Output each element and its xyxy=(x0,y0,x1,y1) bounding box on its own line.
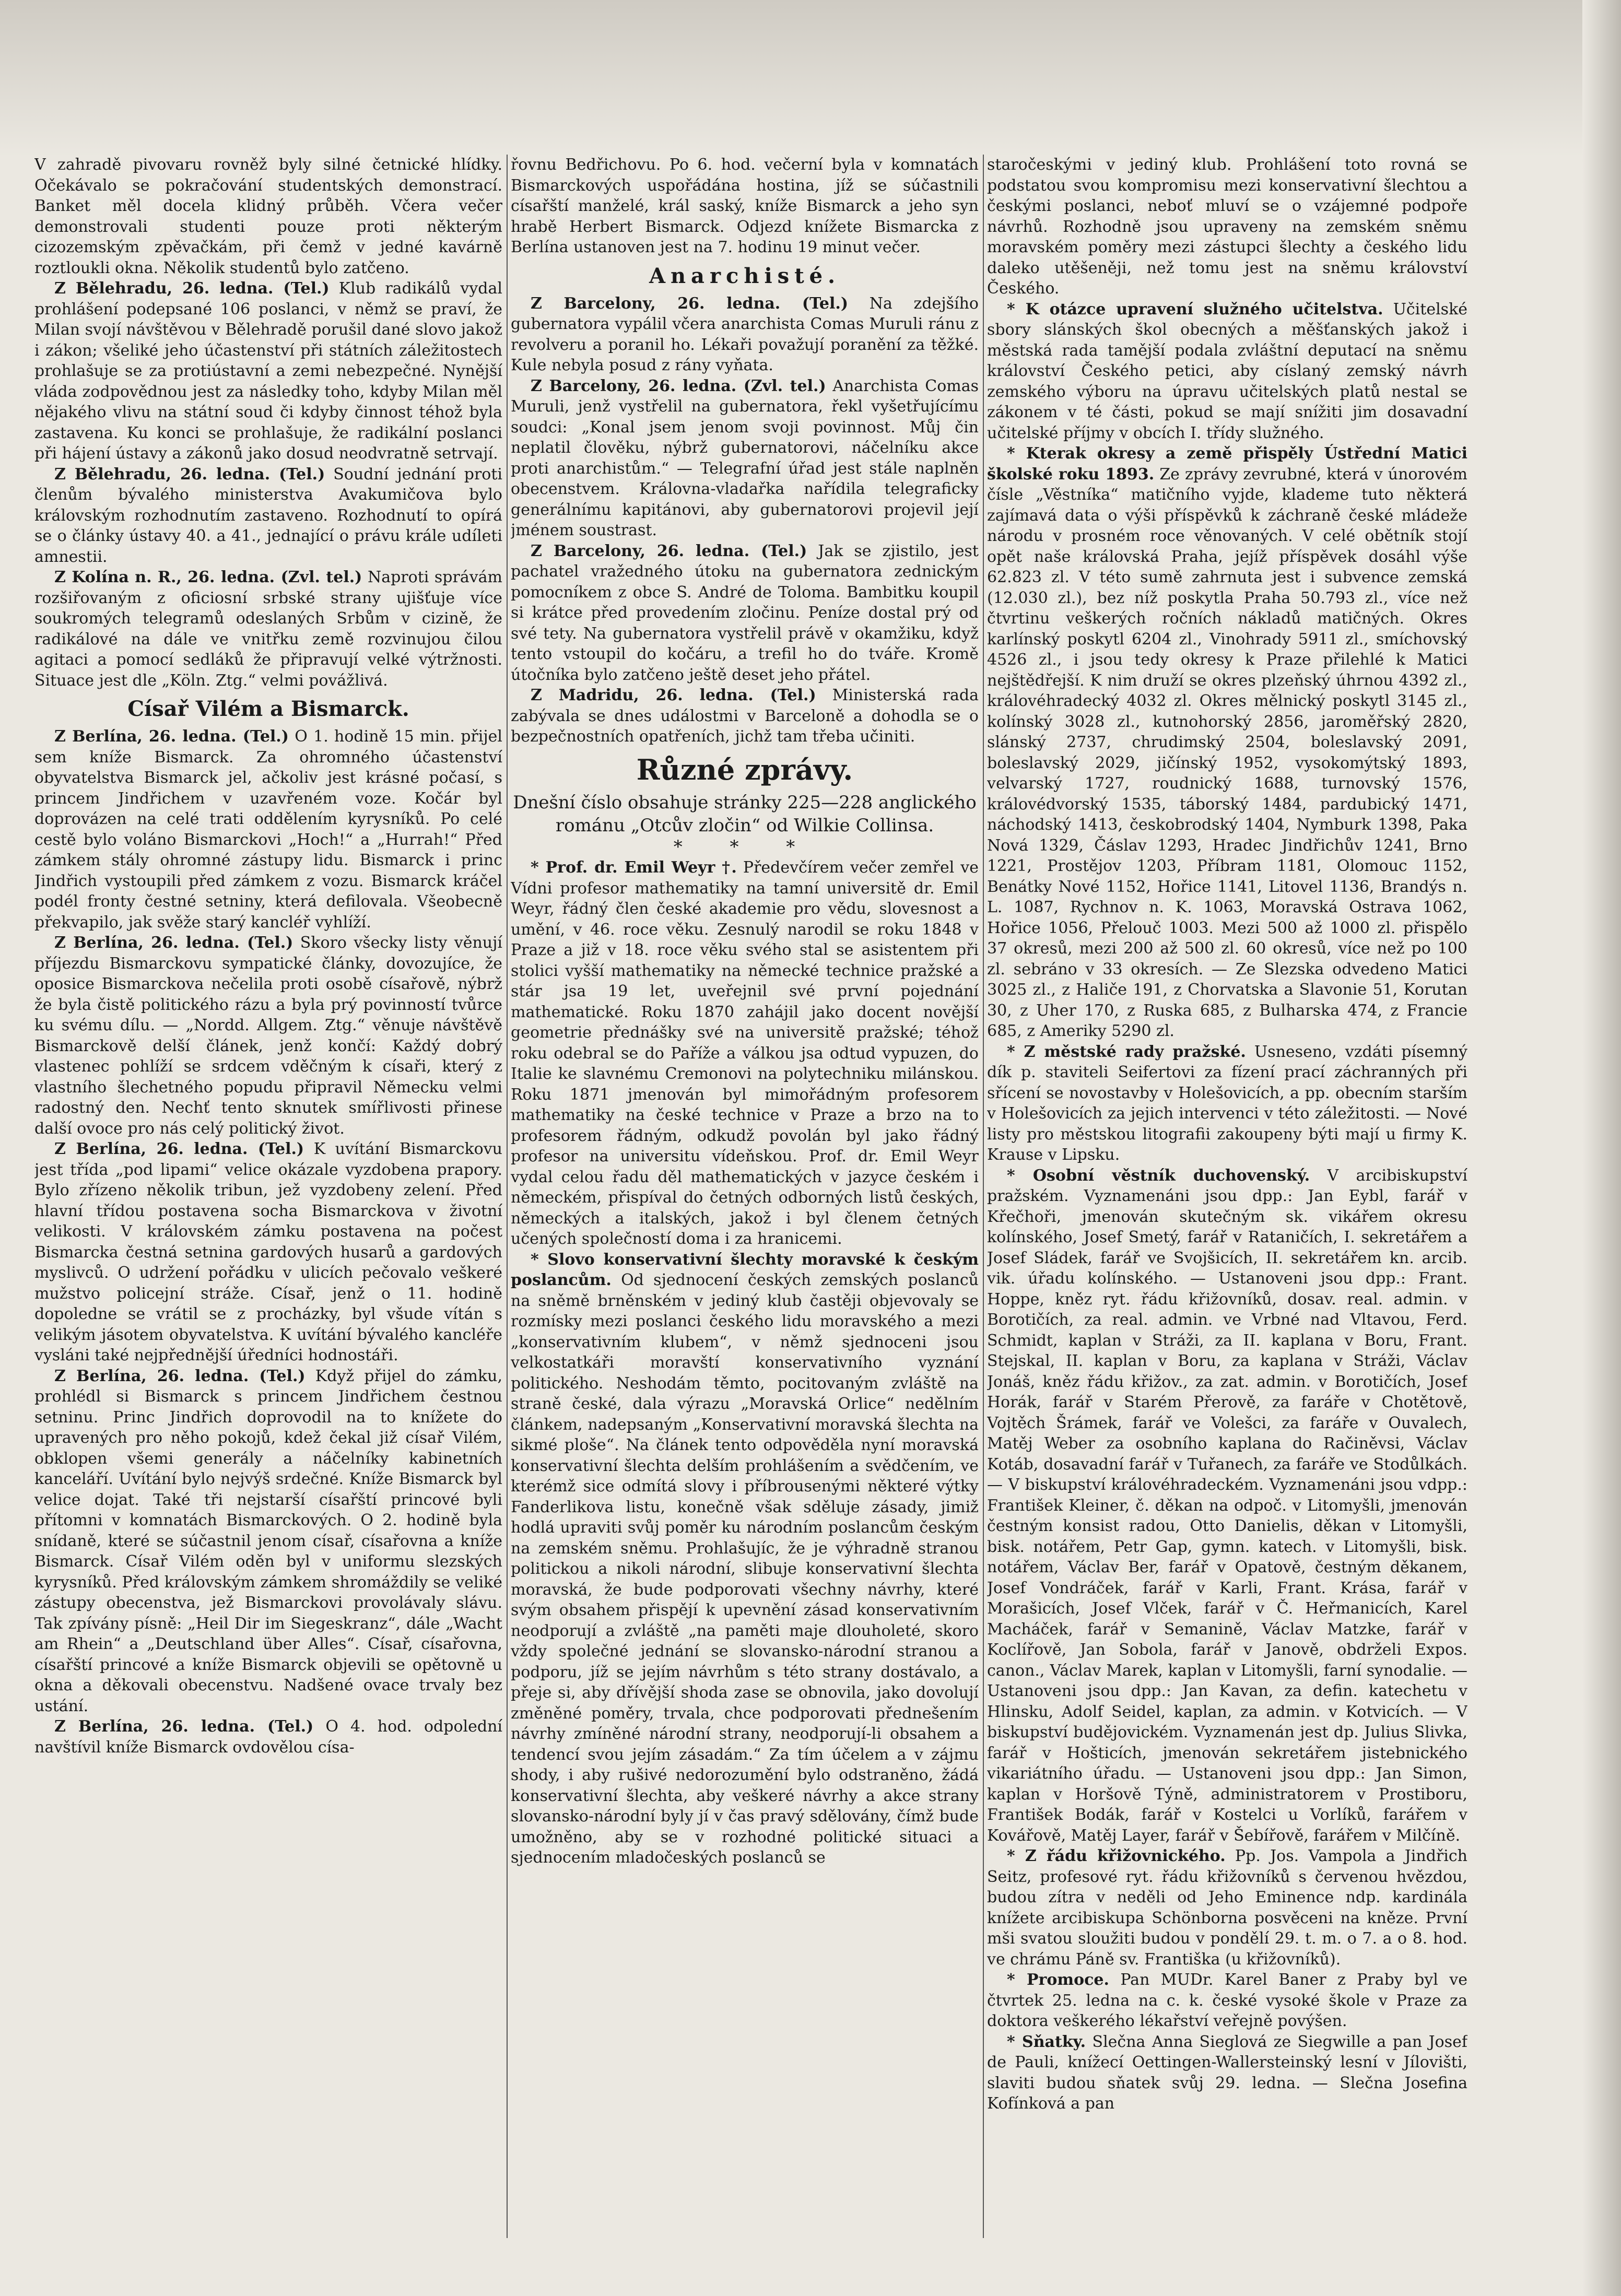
dateline: Z Bělehradu, 26. ledna. (Tel.) xyxy=(54,465,325,484)
article-text: O 4. hod. odpolední navštívil kníže Bismarck ovdovělou císa- xyxy=(34,1717,502,1757)
column-2 xyxy=(511,155,979,2238)
dateline: Z Berlína, 26. ledna. (Tel.) xyxy=(54,727,289,746)
dateline: Z Barcelony, 26. ledna. (Zvl. tel.) xyxy=(531,376,826,395)
section-heading: Anarchisté. xyxy=(649,263,841,288)
article-text: Jak se zjistilo, jest pachatel vražedného útoku na gubernatora zednickým pomocníkem z obce S. André de Toloma. Bambitku koupil si krátce před provedením zločinu. Peníze dostal prý od své tety. Na gubernatora vystřelil právě v okamžiku, když tento vstoupil do kočáru, a trefil ho do tváře. Kromě útočníka bylo zatčeno ještě deset jeho přátel. xyxy=(511,541,979,684)
dateline: * Z řádu křižovnického. xyxy=(1007,1847,1226,1865)
article-text: Soudní jednání proti členům bývalého ministerstva Avakumičova bylo královským rozhodnutím zastaveno. Rozhodnutí to opírá se o články ústavy 40. a 41., jednající o právu krále udíleti amnestii. xyxy=(34,465,502,566)
dateline: Z Bělehradu, 26. ledna. (Tel.) xyxy=(54,279,330,298)
article-text: Usneseno, vzdáti písemný dík p. staviteli Seifertovi za fízení prací záchranných při sřícení se novostavby v Holešovicích, a pp. obecním starším v Holešovicích za jejich intervenci v této záležitosti. — Nové listy pro městskou litografii zakoupeny býti mají u firmy K. Krause v Lipsku. xyxy=(987,1042,1467,1164)
article-text: Předevčírem večer zemřel ve Vídni profesor mathematiky na tamní universitě dr. Emil Weyr, řádný člen české akademie pro vědu, slovesnost a umění, v 46. roce věku. Zesnulý narodil se roku 1848 v Praze a již v 18. roce věku svého stal se asistentem při stolici vyšší mathematiky na německé technice pražské a stár jsa 19 let, uveřejnil své první pojednání mathematické. Roku 1870 zahájil jako docent novější geometrie přednášky své na universitě pražské; téhož roku odebral se do Paříže a válkou jsa odtud vypuzen, do Italie ke slavnému Cremonovi na polytechniku milánskou. Roku 1871 jmenován byl mimořádným profesorem mathematiky na české technice v Praze a brzo na to profesorem řádným, odkudž povolán byl jako řádný profesor na universitu vídeňskou. Prof. dr. Emil Weyr vydal celou řadu děl mathematických v jazyce českém i německém, přispíval do četných odborných listů českých, německých a italských, jakož i byl členem četných učených společností doma i za hranicemi. xyxy=(511,858,979,1248)
article-text: Učitelské sbory slánských škol obecných a měšťanských jakož i městská rada tamější podala zvláštní deputací na sněmu království Českého petici, aby císlaný zemský návrh zemského výboru na úpravu učitelských platů nestal se zákonem v té části, pokud se mají snížiti jim dosavadní učitelské příjmy v obcích I. třídy služného. xyxy=(987,300,1467,442)
column-divider xyxy=(983,155,984,2238)
article-text: Klub radikálů vydal prohlášení podepsané 106 poslanci, v němž se praví, že Milan svojí návštěvou v Bělehradě porušil dané slovo jakož i zákon; všeliké jeho účastenství při státních záležitostech prohlašuje se za protiústavní a zemi nebezpečné. Nynější vláda zodpovědnou jest za následky toho, kdyby Milan měl nějakého vlivu na státní soud či kdyby činnost téhož byla zastavena. Ku konci se prohlašuje, že radikální poslanci při hájení ústavy a zákonů jako dosud neodvratně setrvají. xyxy=(34,279,502,463)
article-text: Pan MUDr. Karel Baner z Praby byl ve čtvrtek 25. ledna na c. k. české vysoké škole v Praze za doktora veškerého lékařství veřejně povýšen. xyxy=(987,1971,1467,2030)
article-text: Na zdejšího gubernatora vypálil včera anarchista Comas Muruli ránu z revolveru a poranil ho. Lékaři považují poranění za těžké. Kule nebyla posud z rány vyňata. xyxy=(511,294,979,374)
article-text: Anarchista Comas Muruli, jenž vystřelil na gubernatora, řekl vyšetřujícímu soudci: „Konal jsem jenom svoji povinnost. Můj čin neplatil člověku, nýbrž gubernatorovi, náčelníku akce proti anarchistům.“ — Telegrafní úřad jest stále naplněn obecenstvem. Královna-vladařka nařídila telegraficky generálnímu kapitánovi, aby gubernatorovi projevil její jménem soustrast. xyxy=(511,376,979,539)
article-paragraph xyxy=(34,1366,502,1717)
article-text: Ministerská rada zabývala se dnes událostmi v Barceloně a dohodla se o bezpečnostních opatřeních, jichž tam třeba učiniti. xyxy=(511,686,979,746)
article-paragraph xyxy=(34,567,502,691)
article-paragraph xyxy=(987,1042,1467,1165)
article-text: Ze zprávy zevrubné, která v únorovém čísle „Věstníka“ matičního vyjde, klademe tuto některá zajímavá data o výši příspěvků k záchraně české mládeže národu v prosném roce věnovaných. V celé obětník stojí opět naše královská Praha, jejíž příspěvek dosáhl výše 62.823 zl. V této sumě zahrnuta jest i subvence zemská (12.030 zl.), bez níž poskytla Praha 50.793 zl., více než čtvrtinu veškerých ročních nákladů matičných. Okres karlínský poskytl 6204 zl., Vinohrady 5911 zl., smíchovský 4526 zl., i jsou tedy okresy k Praze přilehlé k Matici nejštědřejší. K nim druží se okres plzeňský úhrnou 4392 zl., královéhradecký 4032 zl. Okres mělnický poskytl 3145 zl., kolínský 3028 zl., kutnohorský 2856, jaroměřský 2820, slánský 2737, chrudimský 2504, boleslavský 2091, boleslavský 2029, jičínský 1952, vysokomýtský 1893, velvarský 1727, roudnický 1688, turnovský 1576, královédvorský 1535, táborský 1484, pardubický 1471, náchodský 1413, českobrodský 1404, Nymburk 1398, Paka Nová 1329, Čáslav 1293, Hradec Jindřichův 1241, Brno 1221, Prostějov 1203, Příbram 1181, Olomouc 1152, Benátky Nové 1152, Hořice 1141, Litovel 1136, Brandýs n. L. 1087, Rychnov n. K. 1063, Moravská Ostrava 1062, Hořice 1056, Přelouč 1003. Mezi 500 až 1000 zl. přispělo 37 okresů, mezi 200 až 500 zl. 60 okresů, více než po 100 zl. sebráno v 33 okresích. — Ze Slezska odvedeno Matici 3025 zl., z Haliče 191, z Chorvatska a Slavonie 51, Korutan 30, z Uher 170, z Ruska 685, z Bulharska 474, z Francie 685, z Ameriky 5290 zl. xyxy=(987,465,1467,1040)
article-paragraph xyxy=(34,278,502,464)
page-right-edge-shading xyxy=(1582,0,1621,2296)
page-top-shading xyxy=(0,0,1621,157)
article-text: Když přijel do zámku, prohlédl si Bismarck s princem Jindřichem čestnou setninu. Princ Jindřich doprovodil na to knížete do upravených pro něho pokojů, kdež čekal již císař Vilém, obklopen všemi generály a náčelníky kabinetních kanceláří. Uvítání bylo nejvýš srdečné. Kníže Bismarck byl velice dojat. Také tři nejstarší císařští princové byli přítomni v komnatách Bismarckových. O 2. hodině byla snídaně, které se súčastnil jenom císař, císařovna a kníže Bismarck. Císař Vilém oděn byl v uniformu slezských kyrysníků. Před královským zámkem shromáždily se veliké zástupy obecenstva, jež Bismarckovi provolávaly slávu. Tak zpívány písně: „Heil Dir im Siegeskranz“, dále „Wacht am Rhein“ a „Deutschland über Alles“. Císař, císařovna, císařští princové a kníže Bismarck objevili se opětovně u okna a děkovali obecenstvu. Nadšené ovace trvaly bez ustání. xyxy=(34,1367,502,1715)
supplement-notice: Dnešní číslo obsahuje stránky 225—228 anglického románu „Otcův zločin“ od Wilkie Collinsa. xyxy=(513,792,977,836)
article-paragraph xyxy=(511,857,979,1250)
column-3 xyxy=(987,155,1467,2238)
dateline: * K otázce upravení služného učitelstva. xyxy=(1007,300,1383,319)
dateline: * Z městské rady pražské. xyxy=(1007,1042,1246,1061)
dateline: * Slovo konservativní šlechty moravské k českým poslancům. xyxy=(511,1250,979,1289)
article-text: K uvítání Bismarckovu jest třída „pod lipami“ velice okázale vyzdobena prapory. Bylo zřízeno několik tribun, jež vyzdobeny zelení. Před hlavní třídou postavena socha Bismarckova v životní velikosti. V královském zámku postavena na počest Bismarcka čestná setnina gardových husarů a gardových myslivců. O udržení pořádku v ulicích pečovalo veškeré mužstvo policejní stráže. Císař, jenž o 11. hodině dopoledne se vrátil se z procházky, byl všude vítán s velikým jásotem obyvatelstva. K uvítání bývalého kancléře vysláni také nejpřednější úředníci hodnostáři. xyxy=(34,1140,502,1364)
article-text: Od sjednocení českých zemských poslanců na sněmě brněnském v jediný klub častěji objevovaly se rozmísky mezi poslanci českého lidu moravského a mezi „konservativním klubem“, v němž sjednoceni jsou velkostatkáři moravští konservativního vyznání politického. Neshodám těmto, pocitovaným zvláště na straně české, dala výrazu „Moravská Orlice“ nedělním článkem, nadepsaným „Konservativní moravská šlechta na sikmé ploše“. Na článek tento odpověděla nyní moravská konservativní šlechta delším prohlášením a svědčením, ve kterémž sice odmítá slovy i příbrousenými některé výtky Fanderlikova listu, konečně však sděluje zásady, jimiž hodlá upraviti svůj poměr ku národním poslancům českým na zemském sněmu. Prohlašujíc, že je výhradně stranou politickou a nikoli národní, slibuje konservativní šlechta moravská, že bude podporovati všechny návrhy, které svým obsahem přispějí k upevnění zásad konservativním neodporují a zvláště „na paměti maje dlouholeté, skoro vždy společné jednání se slovansko-národní stranou a podporu, jíž se jejím návrhům s této strany dostávalo, a přeje si, aby dřívější shoda zase se obnovila, jako dovolují změněné poměry, trvala, chce podporovati přednešením návrhy zmíněné národní strany, neodporují-li obsahem a tendencí svou jejím zásadám.“ Za tím účelem a v zájmu shody, i aby rušivé nedorozumění bylo odstraněno, žádá konservativní šlechta, aby veškeré návrhy a akce strany slovansko-národní byly jí v čas pravý sdělovány, čímž bude umožněno, aby se v rozhodné politické situaci a sjednocením mladočeských poslanců se xyxy=(511,1271,979,1867)
article-paragraph xyxy=(34,933,502,1139)
dateline: Z Berlína, 26. ledna. (Tel.) xyxy=(54,1140,304,1158)
article-paragraph xyxy=(511,685,979,747)
article-paragraph xyxy=(511,293,979,376)
article-paragraph: V zahradě pivovaru rovněž byly silné četnické hlídky. Očekávalo se pokračování studentských demonstrací. Banket měl docela klidný průběh. Včera večer demonstrovali studenti pouze proti některým cizozemským zpěvačkám, při čemž v jedné kavárně roztloukli okna. Několik studentů bylo zatčeno. xyxy=(34,156,502,277)
article-text: Slečna Anna Sieglová ze Siegwille a pan Josef de Pauli, knížecí Oettingen-Wallersteinský lesní v Jílovišti, slaviti budou sňatek svůj 29. ledna. — Slečna Josefina Kofínková a pan xyxy=(987,2032,1467,2113)
dateline: * Sňatky. xyxy=(1007,2032,1086,2051)
article-text: Pp. Jos. Vampola a Jindřich Seitz, profesové ryt. řádu křižovníků s červenou hvězdou, budou zítra v neděli od Jeho Eminence ndp. kardinála knížete arcibiskupa Schönborna posvěceni na kněze. První mši svatou sloužiti budou v pondělí 29. t. m. o 7. a o 8. hod. ve chrámu Páně sv. Františka (u křižovníků). xyxy=(987,1847,1467,1969)
article-paragraph xyxy=(34,1139,502,1366)
article-text: O 1. hodině 15 min. přijel sem kníže Bismarck. Za ohromného účastenství obyvatelstva Bismarck jel, ačkoliv jest krásné počasí, s princem Jindřichem v uzavřeném voze. Kočár byl doprovázen na celé trati oddělením kyrysníků. Po celé cestě bylo voláno Bismarckovi „Hoch!“ a „Hurrah!“ Před zámkem stály ohromné zástupy lidu. Bismarck i princ Jindřich vystoupili před zámkem z vozu. Bismarck kráčel podél fronty čestné setniny, která defilovala. Všeobecně překvapilo, jak svěže starý kancléř vyhlíží. xyxy=(34,727,502,932)
dateline: * Kterak okresy a země přispěly Ústřední Matici školské roku 1893. xyxy=(987,444,1467,484)
article-paragraph xyxy=(987,1970,1467,2032)
section-heading: Císař Vilém a Bismarck. xyxy=(127,697,409,721)
dateline: * Osobní věstník duchovenský. xyxy=(1007,1166,1310,1185)
column-divider xyxy=(507,155,508,2238)
article-paragraph xyxy=(987,1846,1467,1970)
article-paragraph xyxy=(511,376,979,541)
article-paragraph xyxy=(511,1250,979,1868)
column-1 xyxy=(34,155,502,2238)
section-heading: Různé zprávy. xyxy=(636,752,853,786)
article-paragraph xyxy=(987,1165,1467,1846)
article-text: V arcibiskupství pražském. Vyznamenáni jsou dpp.: Jan Eybl, farář v Křečhoři, jmenován skutečným sk. vikářem okresu kolínského, Josef Smetý, farář v Rataničích, I. sekretářem a Josef Sládek, farář ve Svojšicích, II. sekretářem kn. arcib. vik. úřadu kolínského. — Ustanoveni jsou dpp.: Frant. Hoppe, kněz ryt. řádu křižovníků, dosav. real. admin. v Borotičích, za real. admin. ve Vrbné nad Vltavou, Ferd. Schmidt, kaplan v Stráži, za II. kaplana v Boru, Frant. Stejskal, II. kaplan v Boru, za kaplana v Stráži, Václav Jonáš, kněz řádu křižov., za zat. admin. v Borotičích, Josef Horák, farář v Starém Přerově, za faráře v Chotětově, Vojtěch Šrámek, farář ve Volešci, za faráře v Ouvalech, Matěj Weber za osobního kaplana do Račiněvsi, Václav Kotáb, dosavadní farář v Tuřanech, za faráře ve Stodůlkách. — V biskupství královéhradeckém. Vyznamenáni jsou vdpp.: František Kleiner, č. děkan na odpoč. v Litomyšli, jmenován čestným konsist radou, Otto Danielis, děkan v Litomyšli, bisk. notářem, Petr Gap, gymn. katech. v Litomyšli, bisk. notářem, Václav Ber, farář v Opatově, čestným děkanem, Josef Vondráček, farář v Karli, Frant. Krása, farář v Morašicích, Josef Vlček, farář v Č. Heřmanicích, Karel Macháček, farář v Semanině, Václav Matzke, farář v Koclířově, Jan Sobola, farář v Janově, obdrželi Expos. canon., Václav Marek, kaplan v Litomyšli, farní synodalie. — Ustanoveni jsou dpp.: Jan Kavan, za defin. katechetu v Hlinsku, Adolf Seidel, kaplan, za admin. v Kotvicích. — V biskupství budějovickém. Vyznamenán jest dp. Julius Slivka, farář v Hošticích, jmenován sekretářem jistebnického vikariátního úřadu. — Ustanoveni jsou dpp.: Jan Simon, kaplan v Horšově Týně, administratorem v Prostiboru, František Bodák, farář v Kostelci u Vorlíků, farářem v Kovářově, Matěj Layer, farář v Šebířově, farářem v Milčíně. xyxy=(987,1166,1467,1845)
dateline: Z Barcelony, 26. ledna. (Tel.) xyxy=(531,294,849,313)
dateline: Z Barcelony, 26. ledna. (Tel.) xyxy=(531,541,807,560)
article-paragraph xyxy=(987,2032,1467,2114)
dateline: Z Madridu, 26. ledna. (Tel.) xyxy=(531,686,816,704)
article-paragraph: staročeskými v jediný klub. Prohlášení toto rovná se podstatou svou kompromisu mezi konservativní šlechtou a českými poslanci, neboť mluví se o vzájemné podpoře návrhů. Rozhodně jsou upraveny na zemském sněmu moravském poměry mezi zástupci šlechty a českého lidu daleko utěšeněji, než tomu jest na sněmu království Českého. xyxy=(987,156,1467,298)
article-paragraph xyxy=(34,726,502,933)
article-text: Naproti správám rozšiřovaným z oficiosní srbské strany ujišťuje více soukromých telegramů odeslaných Srbům v cizině, že radikálové na dále ve vnitřku země rozvinujou čilou agitaci a pomocí sedláků že připravují velké výtržnosti. Situace jest dle „Köln. Ztg.“ velmi povážlivá. xyxy=(34,568,502,690)
dateline: * Prof. dr. Emil Weyr †. xyxy=(531,858,737,877)
article-paragraph xyxy=(987,299,1467,444)
article-paragraph xyxy=(987,443,1467,1042)
article-paragraph: řovnu Bedřichovu. Po 6. hod. večerní byla v komnatách Bismarckových uspořádána hostina, jíž se súčastnili císařští manželé, král saský, kníže Bismarck a jeho syn hrabě Herbert Bismarck. Odjezd knížete Bismarcka z Berlína ustanoven jest na 7. hodinu 19 minut večer. xyxy=(511,156,979,256)
dateline: Z Kolína n. R., 26. ledna. (Zvl. tel.) xyxy=(54,568,362,586)
article-text: Skoro všecky listy věnují příjezdu Bismarckovu sympatické články, dovozujíce, že oposice Bismarckova nečelila proti osobě císařově, nýbrž že byla čistě politického rázu a byla prý povinností tvůrce ku svému dílu. — „Nordd. Allgem. Ztg.“ věnuje návštěvě Bismarckově delší článek, jenž končí: Každý dobrý vlastenec pohlíží se srdcem vděčným k císaři, který z vlastního šlechetného popudu připravil Německu velmi radostný den. Nechť tento sknutek smířlivosti přinese další ovoce pro nás celý politický život. xyxy=(34,934,502,1138)
dateline: * Promoce. xyxy=(1007,1971,1109,1989)
dateline: Z Berlína, 26. ledna. (Tel.) xyxy=(54,1367,306,1385)
article-paragraph xyxy=(511,541,979,686)
article-paragraph xyxy=(34,1716,502,1758)
separator-stars: * * * xyxy=(673,836,816,857)
dateline: Z Berlína, 26. ledna. (Tel.) xyxy=(54,1717,314,1736)
dateline: Z Berlína, 26. ledna. (Tel.) xyxy=(54,934,293,952)
article-paragraph xyxy=(34,464,502,568)
